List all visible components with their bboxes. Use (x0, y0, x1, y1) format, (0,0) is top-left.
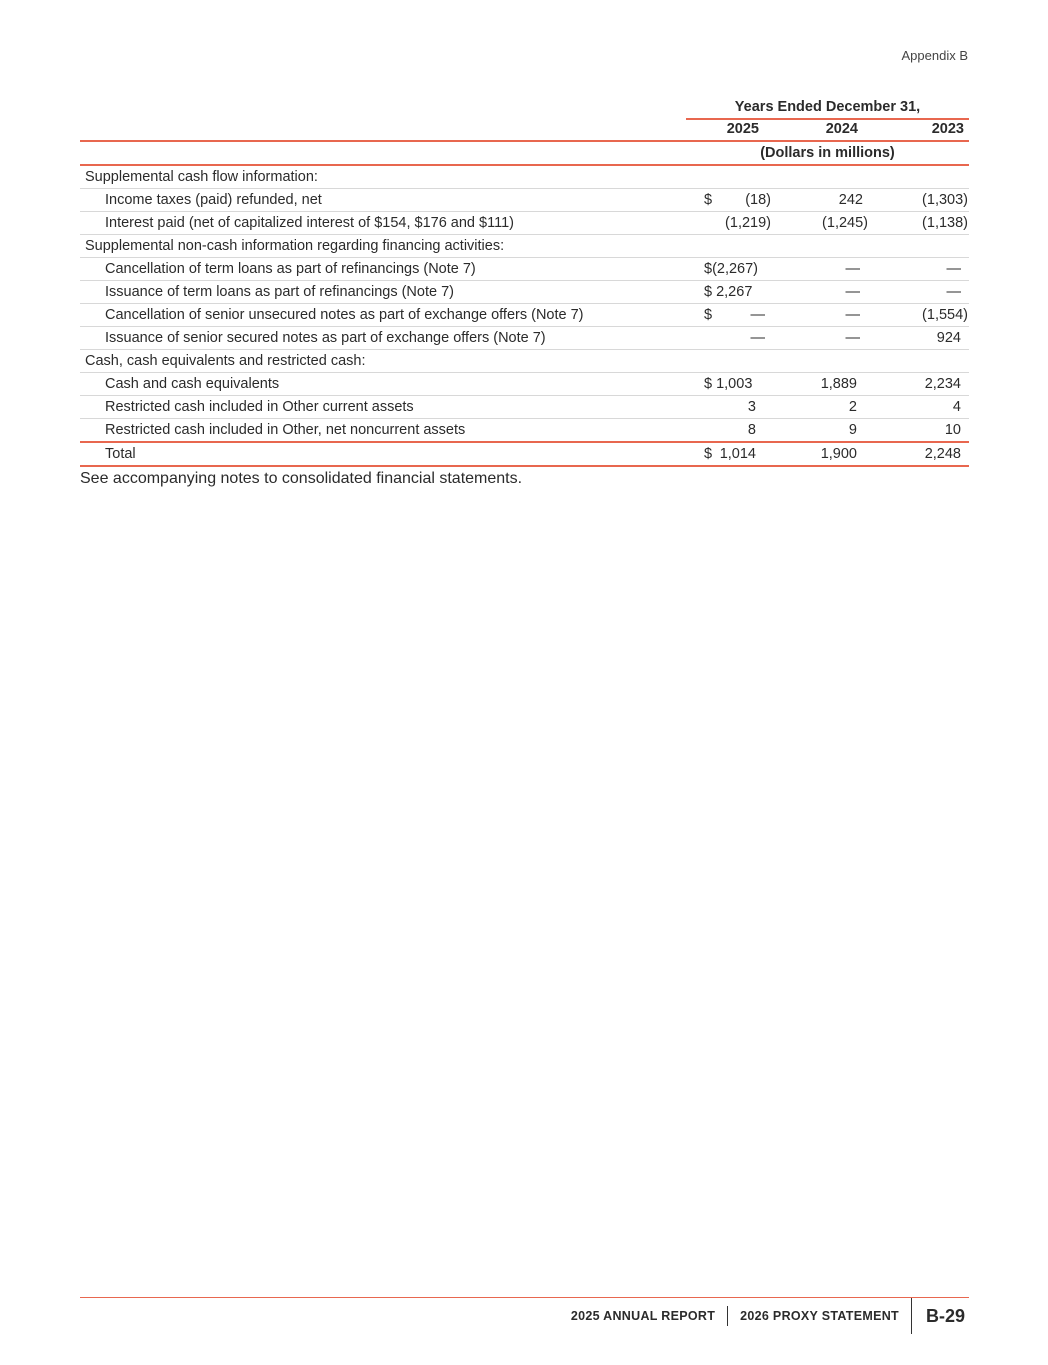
value-2025-num: $ 2,267 (704, 284, 753, 300)
value-2023: (1,138) (922, 215, 968, 231)
row-label: Interest paid (net of capitalized interest of $154, $176 and $111) (105, 215, 514, 231)
page-footer (559, 1298, 969, 1334)
section-header (80, 235, 969, 258)
total-row (80, 443, 969, 467)
units-row (80, 142, 969, 166)
footnote: See accompanying notes to consolidated financial statements. (80, 470, 523, 487)
appendix-label: Appendix B (901, 48, 968, 63)
value-2023: 2,234 (924, 376, 961, 392)
row-label: Cash and cash equivalents (105, 376, 280, 392)
value-2024: 1,900 (820, 446, 857, 462)
year-header-row (80, 118, 969, 142)
year-2023-header: 2023 (931, 121, 964, 137)
table-row (80, 258, 969, 281)
value-2025-num: $ 1,003 (704, 376, 753, 392)
table-row (80, 327, 969, 350)
value-2024: 2 (848, 399, 857, 415)
table-row (80, 373, 969, 396)
value-2024: (1,245) (822, 215, 868, 231)
value-2025-num: 3 (747, 399, 756, 415)
value-2025-num: (18) (745, 192, 771, 208)
table-row (80, 396, 969, 419)
value-2024: 242 (838, 192, 863, 208)
row-label: Issuance of senior secured notes as part of exchange offers (Note 7) (105, 330, 546, 346)
dollar-sign: $ (704, 446, 713, 462)
row-label: Issuance of term loans as part of refinancings (Note 7) (105, 284, 454, 300)
section-label: Supplemental cash flow information: (85, 169, 318, 185)
value-2023: — (946, 284, 961, 300)
table-row (80, 212, 969, 235)
period-header: Years Ended December 31, (686, 96, 969, 120)
value-2024: — (845, 330, 860, 346)
section-label: Supplemental non-cash information regarding financing activities: (85, 238, 505, 254)
table-row (80, 419, 969, 443)
row-label: Restricted cash included in Other, net noncurrent assets (105, 422, 466, 438)
value-2024: 1,889 (820, 376, 857, 392)
row-label: Income taxes (paid) refunded, net (105, 192, 322, 208)
value-2024: 9 (848, 422, 857, 438)
value-2023: 2,248 (924, 446, 961, 462)
row-label: Total (105, 446, 136, 462)
value-2023: 4 (952, 399, 961, 415)
row-label: Cancellation of senior unsecured notes as part of exchange offers (Note 7) (105, 307, 584, 323)
section-label: Cash, cash equivalents and restricted cash: (85, 353, 366, 369)
value-2025-num: 1,014 (719, 446, 756, 462)
dollar-sign: $ (704, 192, 713, 208)
period-header-row (80, 96, 969, 118)
value-2025-num: — (750, 330, 765, 346)
cash-flow-supplemental-table (80, 96, 969, 467)
annual-report-label: 2025 ANNUAL REPORT (570, 1309, 716, 1323)
section-header (80, 350, 969, 373)
value-2024: — (845, 307, 860, 323)
value-2025-num: — (750, 307, 765, 323)
table-row (80, 281, 969, 304)
value-2025-num: (1,219) (725, 215, 771, 231)
proxy-statement-label: 2026 PROXY STATEMENT (740, 1309, 899, 1323)
value-2025-num: 8 (747, 422, 756, 438)
value-2023: (1,554) (922, 307, 968, 323)
dollar-sign: $ (704, 307, 713, 323)
value-2023: 10 (944, 422, 961, 438)
value-2023: (1,303) (922, 192, 968, 208)
value-2023: 924 (936, 330, 961, 346)
table-row (80, 304, 969, 327)
value-2024: — (845, 284, 860, 300)
section-header (80, 166, 969, 189)
page-number: B-29 (925, 1305, 965, 1326)
value-2025-num: $(2,267) (704, 261, 759, 277)
value-2023: — (946, 261, 961, 277)
row-label: Cancellation of term loans as part of refinancings (Note 7) (105, 261, 476, 277)
row-label: Restricted cash included in Other current assets (105, 399, 414, 415)
year-2025-header: 2025 (726, 121, 759, 137)
year-2024-header: 2024 (825, 121, 858, 137)
table-row (80, 189, 969, 212)
value-2024: — (845, 261, 860, 277)
units-label: (Dollars in millions) (760, 145, 895, 161)
